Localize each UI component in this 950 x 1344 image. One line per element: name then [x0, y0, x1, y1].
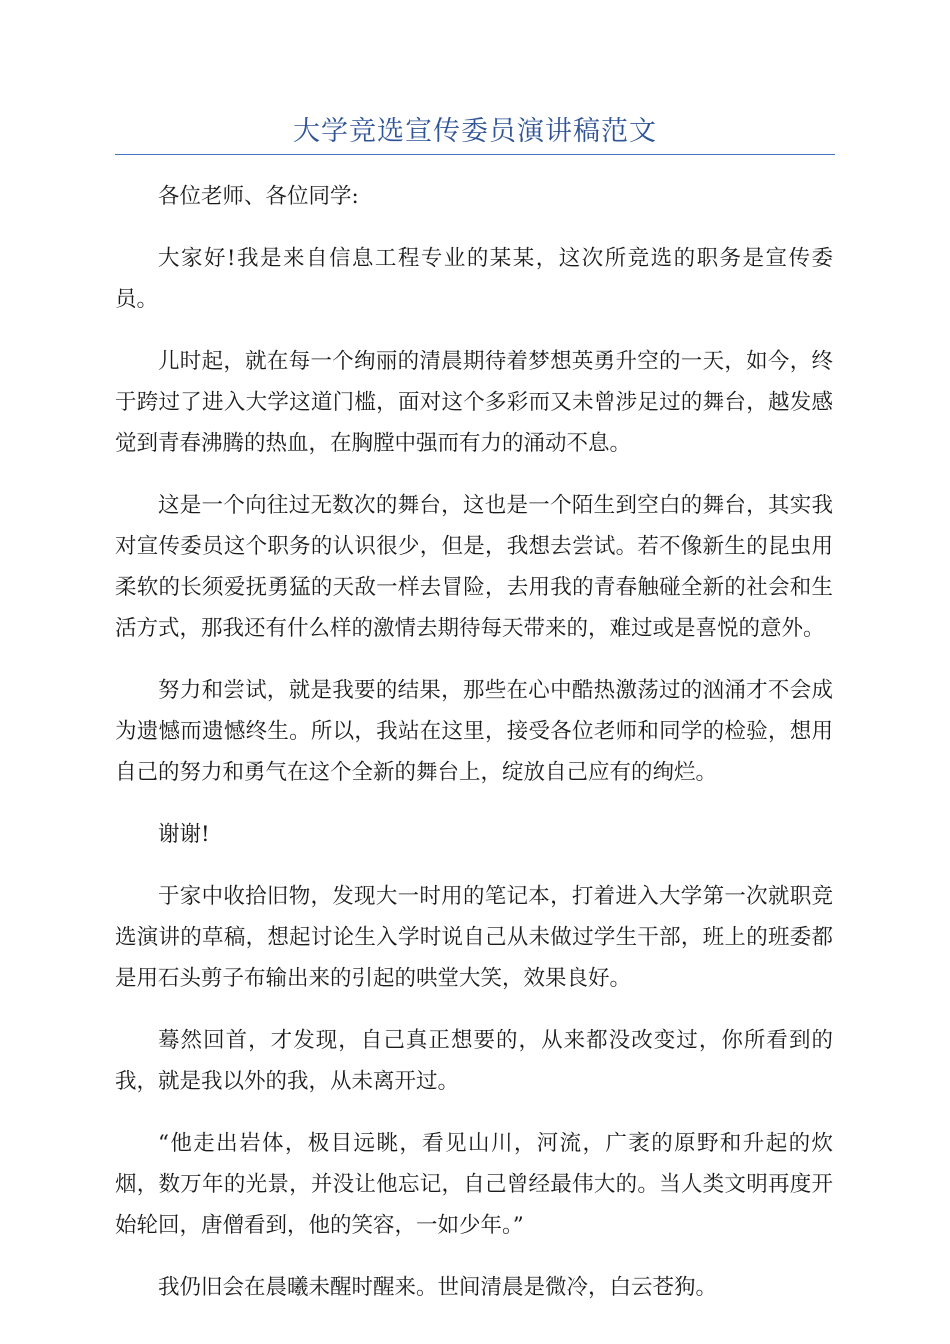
document-body: [115, 176, 833, 1329]
document-title: 大学竞选宣传委员演讲稿范文: [293, 116, 657, 147]
body-paragraph: 我仍旧会在晨曦未醒时醒来。世间清晨是微冷，白云苍狗。: [158, 1275, 718, 1300]
salutation-paragraph: 各位老师、各位同学:: [158, 184, 359, 209]
body-paragraph: 努力和尝试，就是我要的结果，那些在心中酷热激荡过的汹涌才不会成为遗憾而遗憾终生。所以，我站在这里，接受各位老师和同学的检验，想用自己的努力和勇气在这个全新的舞台上，绽放自己应有的绚烂。: [115, 678, 833, 785]
quote-paragraph: “他走出岩体，极目远眺，看见山川，河流，广袤的原野和升起的炊烟，数万年的光景，并没让他忘记，自己曾经最伟大的。当人类文明再度开始轮回，唐僧看到，他的笑容，一如少年。”: [115, 1131, 833, 1238]
body-paragraph: 这是一个向往过无数次的舞台，这也是一个陌生到空白的舞台，其实我对宣传委员这个职务的认识很少，但是，我想去尝试。若不像新生的昆虫用柔软的长须爱抚勇猛的天敌一样去冒险，去用我的青春触碰全新的社会和生活方式，那我还有什么样的激情去期待每天带来的，难过或是喜悦的意外。: [115, 493, 833, 641]
body-paragraph: 大家好!我是来自信息工程专业的某某，这次所竞选的职务是宣传委员。: [115, 246, 833, 312]
body-paragraph: 于家中收拾旧物，发现大一时用的笔记本，打着进入大学第一次就职竞选演讲的草稿，想起讨论生入学时说自己从未做过学生干部，班上的班委都是用石头剪子布输出来的引起的哄堂大笑，效果良好。: [115, 884, 833, 991]
thanks-paragraph: 谢谢!: [158, 822, 210, 847]
body-paragraph: 儿时起，就在每一个绚丽的清晨期待着梦想英勇升空的一天，如今，终于跨过了进入大学这道门槛，面对这个多彩而又未曾涉足过的舞台，越发感觉到青春沸腾的热血，在胸膛中强而有力的涌动不息。: [115, 349, 833, 456]
title-underline: [115, 154, 835, 155]
body-paragraph: 蓦然回首，才发现，自己真正想要的，从来都没改变过，你所看到的我，就是我以外的我，从未离开过。: [115, 1028, 833, 1094]
